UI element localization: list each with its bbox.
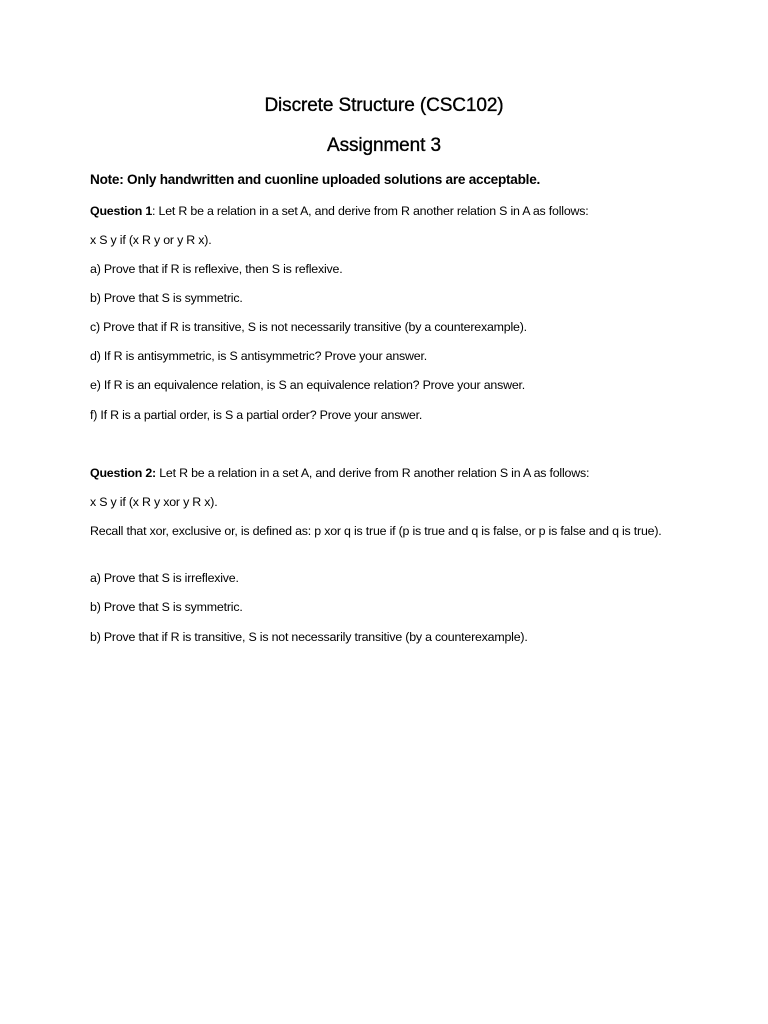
question-1-intro-text: : Let R be a relation in a set A, and derive from R another relation S in A as follows: — [152, 204, 589, 218]
question-2-label: Question 2: — [90, 466, 156, 480]
question-1-part-c: c) Prove that if R is transitive, S is not necessarily transitive (by a counterexample). — [90, 320, 527, 334]
question-1-part-d: d) If R is antisymmetric, is S antisymmetric? Prove your answer. — [90, 349, 427, 363]
question-2-part-c: b) Prove that if R is transitive, S is not necessarily transitive (by a counterexample). — [90, 630, 528, 644]
question-1-part-a: a) Prove that if R is reflexive, then S is reflexive. — [90, 262, 343, 276]
submission-note: Note: Only handwritten and cuonline uploaded solutions are acceptable. — [90, 172, 541, 187]
question-2-part-a: a) Prove that S is irreflexive. — [90, 571, 239, 585]
question-1-part-f: f) If R is a partial order, is S a partial order? Prove your answer. — [90, 408, 423, 422]
question-2-intro — [90, 464, 589, 483]
question-1-definition: x S y if (x R y or y R x). — [90, 233, 212, 247]
question-2-intro-text: Let R be a relation in a set A, and derive from R another relation S in A as follows: — [155, 466, 590, 480]
question-1-label: Question 1 — [90, 204, 153, 218]
question-2-definition: x S y if (x R y xor y R x). — [90, 495, 218, 509]
question-2-part-b: b) Prove that S is symmetric. — [90, 600, 243, 614]
question-1-part-e: e) If R is an equivalence relation, is S an equivalence relation? Prove your answer. — [90, 378, 526, 392]
question-2-recall: Recall that xor, exclusive or, is defined as: p xor q is true if (p is true and q is false, or p is false and q is true). — [90, 524, 662, 538]
assignment-heading: Assignment 3 — [327, 135, 441, 156]
question-1-part-b: b) Prove that S is symmetric. — [90, 291, 243, 305]
document-title: Discrete Structure (CSC102) — [264, 95, 504, 116]
question-1-intro — [90, 202, 589, 221]
